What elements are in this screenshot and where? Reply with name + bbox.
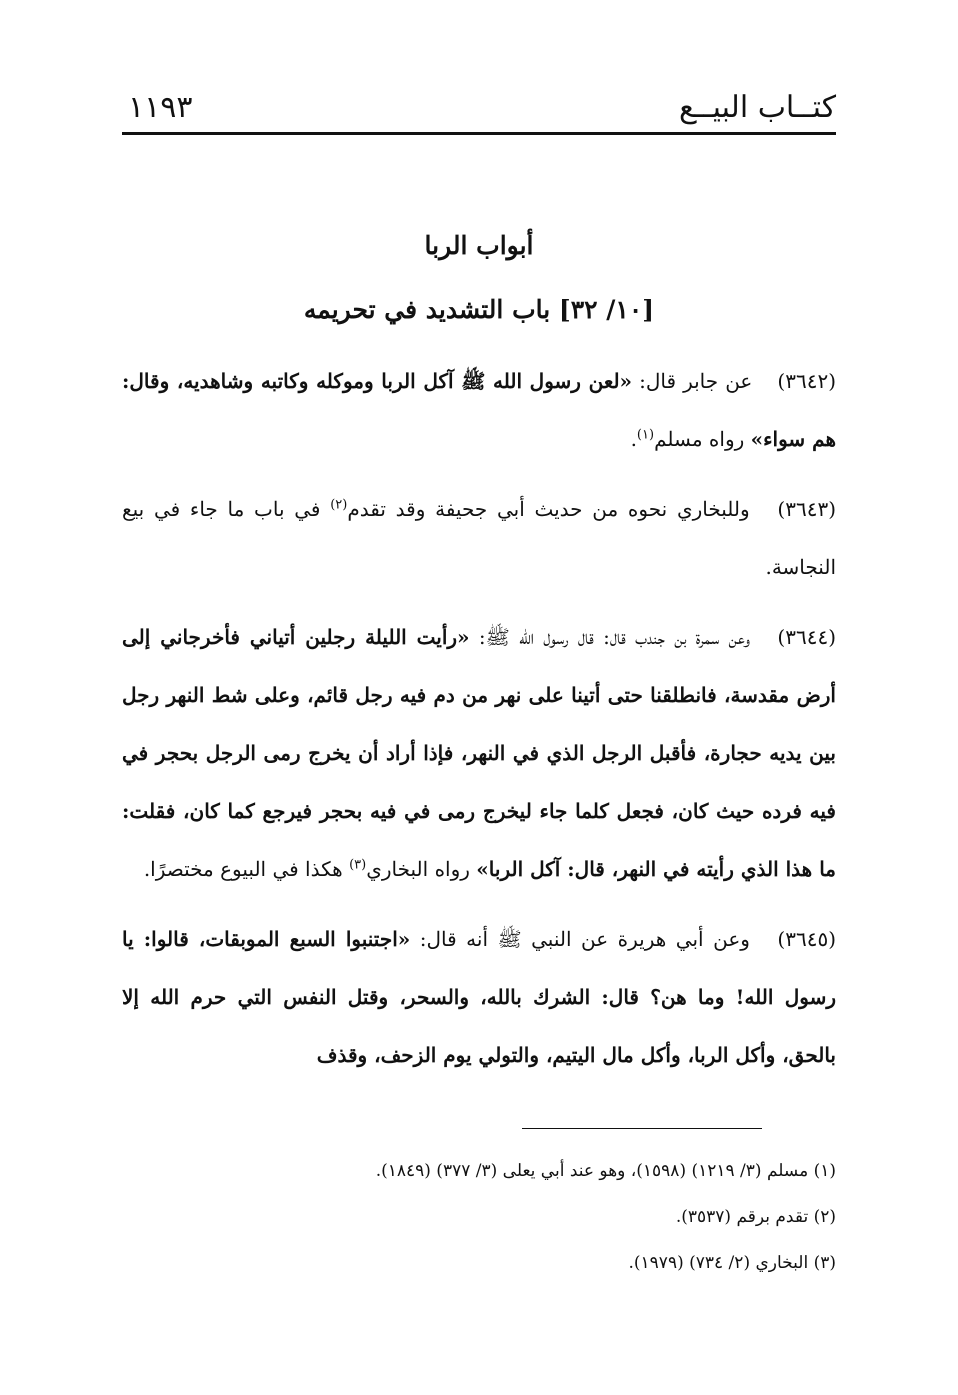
footnote-ref: (٢)	[330, 497, 348, 513]
chapter-heading: [١٠/ ٣٢] باب التشديد في تحريمه	[303, 295, 655, 324]
hadith-number: (٣٦٤٢)	[777, 369, 837, 393]
hadith-end: .	[630, 427, 637, 451]
hadith-intro: وللبخاري نحوه من حديث أبي جحيفة وقد تقدم	[347, 497, 750, 521]
hadith-intro: وعن أبي هريرة عن النبي ﷺ أنه قال:	[410, 927, 750, 951]
footnote-rule	[522, 1128, 762, 1129]
page-number: ١١٩٣	[128, 90, 193, 125]
hadith-intro: وعن سمرة بن جندب قال: قال رسول الله ﷺ:	[469, 625, 751, 649]
section-heading: أبواب الربا	[424, 231, 534, 260]
hadith-end: في باب ما جاء في بيع النجاسة.	[122, 497, 836, 579]
header-rule	[122, 132, 836, 135]
footnote-3: (٣) البخاري (٢/ ٧٣٤) (١٩٧٩).	[628, 1253, 836, 1273]
footnotes	[122, 1148, 836, 1286]
running-header	[122, 88, 836, 130]
hadith-source: رواه مسلم	[654, 427, 751, 451]
footnote-ref: (١)	[636, 427, 655, 443]
hadith-number: (٣٦٤٤)	[777, 625, 836, 649]
footnote-ref: (٣)	[349, 857, 367, 873]
footnote-1: (١) مسلم (٣/ ١٢١٩) (١٥٩٨)، وهو عند أبي يعلى (٣/ ٣٧٧) (١٨٤٩).	[375, 1161, 836, 1181]
hadith-3642	[122, 352, 836, 468]
hadith-3643	[122, 480, 836, 596]
hadith-3644	[122, 608, 836, 898]
hadith-number: (٣٦٤٣)	[777, 497, 836, 521]
hadith-3645	[122, 910, 836, 1084]
footnote-2: (٢) تقدم برقم (٣٥٣٧).	[675, 1207, 836, 1227]
running-header-title: كتــاب البيــع	[679, 90, 836, 125]
hadith-text: «اجتنبوا السبع الموبقات، قالوا: يا رسول الله! وما هن؟ قال: الشرك بالله، والسحر، وقتل النفس التي حرم الله إلا بالحق، وأكل الربا، وأكل مال اليتيم، والتولي يوم الزحف، وقذف	[122, 927, 836, 1067]
hadith-text: «لعن رسول الله ﷺ آكل الربا وموكله وكاتبه وشاهديه، وقال: هم سواء»	[122, 369, 836, 451]
hadith-number: (٣٦٤٥)	[777, 927, 837, 951]
hadith-end: هكذا في البيوع مختصرًا.	[143, 857, 350, 881]
body-text	[122, 352, 836, 1096]
hadith-source: رواه البخاري	[366, 857, 477, 881]
hadith-intro: عن جابر قال:	[632, 369, 753, 393]
hadith-text: «رأيت الليلة رجلين أتياني فأخرجاني إلى أرض مقدسة، فانطلقنا حتى أتينا على نهر من دم فيه رجل قائم، وعلى شط النهر رجل بين يديه حجارة، فأقبل الرجل الذي في النهر، فإذا أراد أن يخرج رمى الرجل بحجر في فيه فرده حيث كان، فجعل كلما جاء ليخرج رمى في فيه بحجر فيرجع كما كان، فقلت: ما هذا الذي رأيته في النهر، قال: آكل الربا»	[122, 625, 836, 881]
